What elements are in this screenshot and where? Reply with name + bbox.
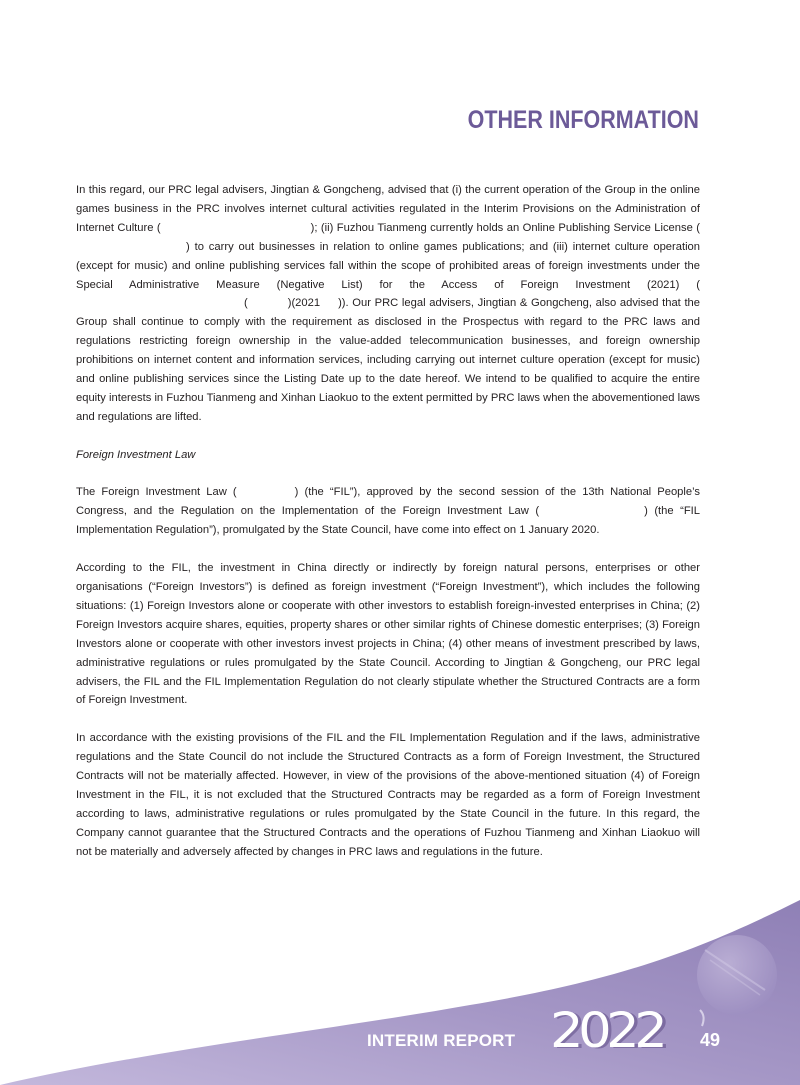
paragraph-fil-definition: According to the FIL, the investment in China directly or indirectly by foreign natural persons, enterprises or other organisations (“Foreign Investors”) is defined as foreign investment (“Foreign Investment”), which includes the following situations: (1) Foreign Investors alone or cooperate with other investors to establish foreign-invested enterprises in China; (2) Foreign Investors acquire shares, equities, property shares or other similar rights of Chinese domestic enterprises; (3) Foreign Investors alone or cooperate with other investors invest projects in China; (4) other means of investment prescribed by laws, administrative regulations or rules promulgated by the State Council. According to Jingtian & Gongcheng, our PRC legal advisers, the FIL and the FIL Implementation Regulation do not clearly stipulate whether the Structured Contracts are a form of Foreign Investment.	[76, 562, 700, 707]
footer-report-label: INTERIM REPORT	[367, 1031, 516, 1050]
paragraph-fil-impact: In accordance with the existing provisions of the FIL and the FIL Implementation Regulation and if the laws, administrative regulations and the State Council do not include the Structured Contracts as a form of Foreign Investment, the Structured Contracts will not be materially affected. However, in view of the provisions of the above-mentioned situation (4) of Foreign Investment in the FIL, it is not excluded that the Structured Contracts may be regarded as a form of Foreign Investment according to laws, administrative regulations or rules promulgated by the State Council in the future. In this regard, the Company cannot guarantee that the Structured Contracts and the operations of Fuzhou Tianmeng and Xinhan Liaokuo will not be materially and adversely affected by changes in PRC laws and regulations in the future.	[76, 732, 700, 858]
paragraph-legal-advice: In this regard, our PRC legal advisers, Jingtian & Gongcheng, advised that (i) the current operation of the Group in the online games business in the PRC involves internet cultural activities regulated in the Interim Provisions on the Administration of Internet Culture ( ); (ii) Fuzhou Tianmeng currently holds an Online Publishing Service License () to carry out businesses in relation to online games publications; and (iii) internet culture operation (except for music) and online publishing services fall within the scope of prohibited areas of foreign investments under the Special Administrative Measure (Negative List) for the Access of Foreign Investment (2021) (( )(2021 )). Our PRC legal advisers, Jingtian & Gongcheng, also advised that the Group shall continue to comply with the requirement as disclosed in the Prospectus with regard to the PRC laws and regulations restricting foreign ownership in the value-added telecommunication businesses, and foreign ownership prohibitions on internet content and information services, including carrying out internet culture operation (except for music) and online publishing services since the Listing Date up to the date hereof. We intend to be qualified to acquire the entire equity interests in Fuzhou Tianmeng and Xinhan Liaokuo to the extent permitted by PRC laws when the abovementioned laws and regulations are lifted.	[76, 184, 700, 423]
footer-decorative-band	[0, 880, 800, 1085]
footer-report-year: 2022	[550, 1003, 663, 1059]
subheading-foreign-investment-law: Foreign Investment Law	[76, 448, 196, 461]
planet-icon	[697, 935, 777, 1015]
paragraph-fil-intro: The Foreign Investment Law ( ) (the “FIL”), approved by the second session of the 13th National People’s Congress, and the Regulation on the Implementation of the Foreign Investment Law ( ) (the “FIL Implementation Regulation”), promulgated by the State Council, have come into effect on 1 January 2020.	[76, 486, 701, 537]
document-body	[76, 181, 700, 880]
section-title: OTHER INFORMATION	[467, 106, 699, 134]
page-number: 49	[700, 1030, 721, 1050]
